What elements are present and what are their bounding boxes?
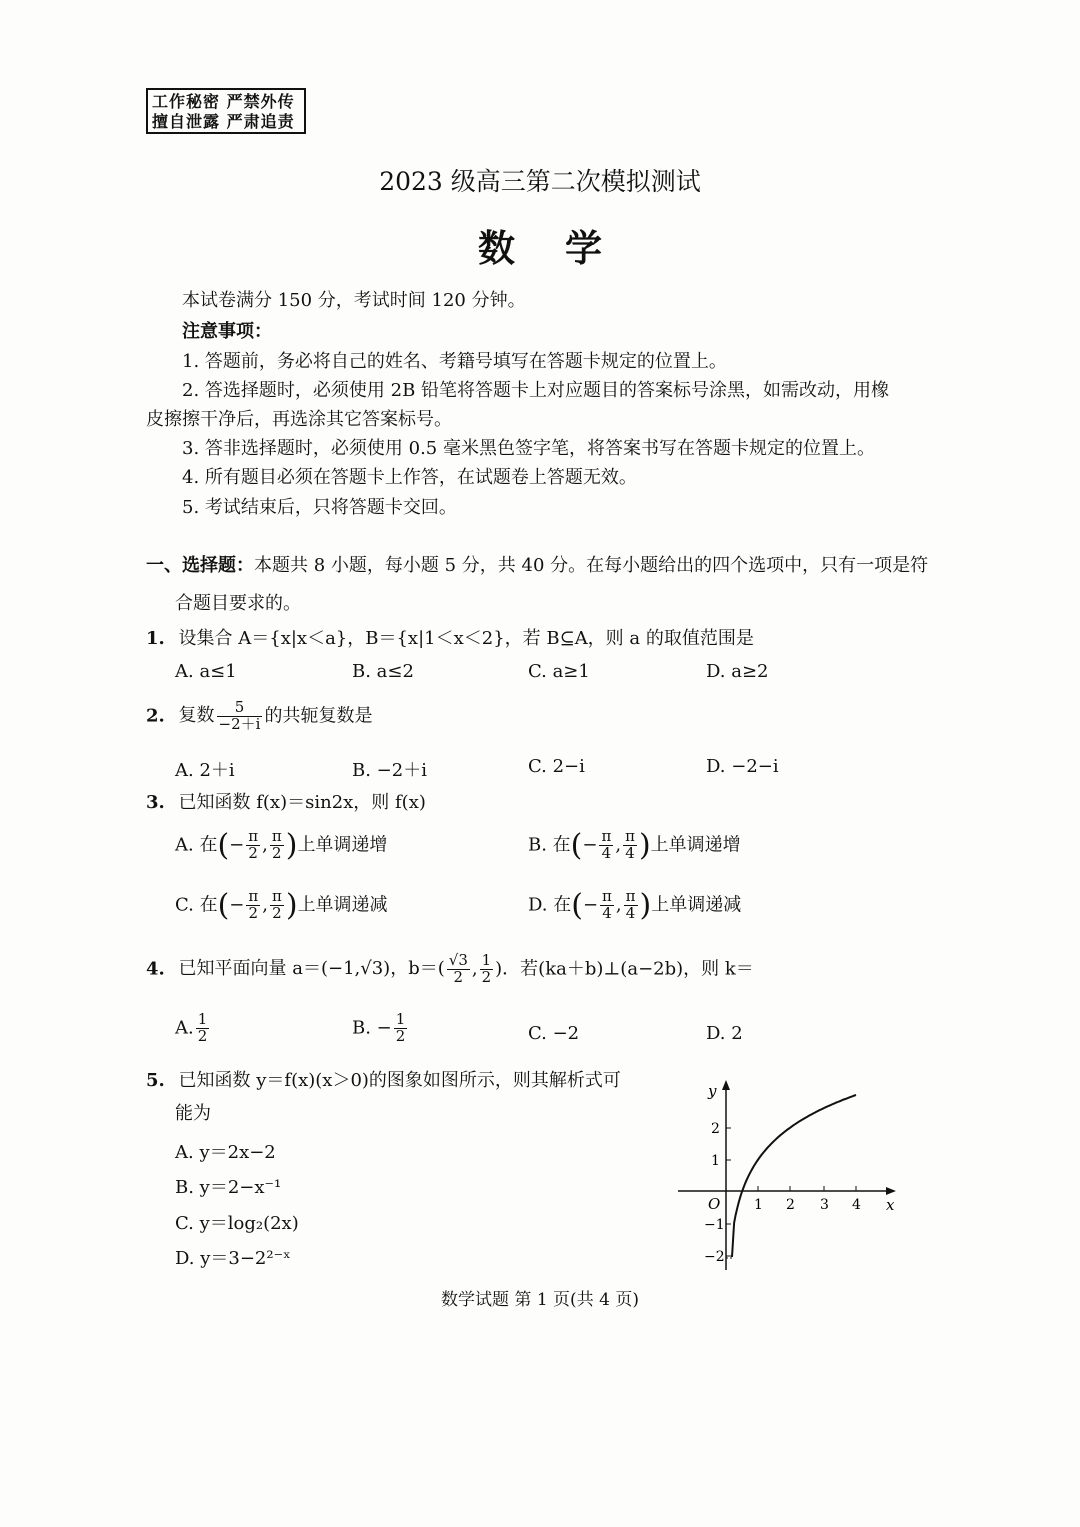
section-1-header <box>146 554 928 578</box>
q3-option-a: A. 在(− $\frac{\pi}{2}$ , $\frac{\pi}{2}$ )上单调递增 <box>175 827 388 863</box>
option-label: D. 在 <box>528 894 572 916</box>
fraction-denominator: 2 <box>481 967 492 986</box>
notice-2: 2. 答选择题时，必须使用 2B 铅笔将答题卡上对应题目的答案标号涂黑，如需改动，用橡 <box>182 380 890 401</box>
y-tick-label: 2 <box>711 1121 720 1137</box>
question-number: 1. <box>146 628 165 649</box>
fraction-denominator: 2 <box>272 904 282 922</box>
fraction <box>599 829 613 862</box>
fraction-numerator: √3 <box>448 951 468 969</box>
question-5 <box>146 1069 621 1093</box>
question-2 <box>146 700 372 733</box>
q5-option-c: C. y＝log₂(2x) <box>175 1213 299 1234</box>
fraction-denominator: 4 <box>601 844 612 862</box>
section-1-heading: 一、选择题： <box>146 555 254 576</box>
fraction-numerator: 1 <box>481 951 492 969</box>
question-number: 2. <box>146 705 165 727</box>
notice-4: 4. 所有题目必须在答题卡上作答，在试题卷上答题无效。 <box>182 467 637 488</box>
q2-option-b: B. −2＋i <box>352 760 427 781</box>
notice-3: 3. 答非选择题时，必须使用 0.5 毫米黑色签字笔，将答案书写在答题卡规定的位置上。 <box>182 438 875 459</box>
fraction-numerator: π <box>271 887 282 906</box>
fraction-denominator: −2＋i <box>218 714 261 733</box>
fraction <box>270 829 284 862</box>
fraction <box>600 889 614 922</box>
fraction-numerator: 1 <box>395 1010 406 1028</box>
function-graph <box>670 1070 910 1280</box>
q1-option-b: B. a≤2 <box>352 661 414 682</box>
fraction-numerator: π <box>601 827 612 846</box>
q5-option-a: A. y＝2x−2 <box>175 1142 276 1163</box>
x-tick-label: 2 <box>786 1197 795 1213</box>
exam-title: 2023 级高三第二次模拟测试 <box>379 167 701 196</box>
fraction <box>270 889 284 922</box>
q1-option-d: D. a≥2 <box>706 661 769 682</box>
question-number: 3. <box>146 792 165 813</box>
question-1 <box>146 627 754 651</box>
fraction-numerator: π <box>625 827 635 846</box>
option-suffix: 上单调递减 <box>651 894 742 916</box>
q4-option-d: D. 2 <box>706 1023 743 1044</box>
confidential-stamp <box>146 88 306 134</box>
q5-option-b: B. y＝2−x⁻¹ <box>175 1177 282 1198</box>
option-label: A. 在 <box>175 834 218 856</box>
fraction-denominator: 2 <box>272 844 282 862</box>
fraction-denominator: 4 <box>602 904 612 922</box>
origin-label: O <box>708 1195 721 1213</box>
function-curve <box>732 1095 856 1257</box>
x-tick-label: 4 <box>852 1197 861 1213</box>
notice-2-cont: 皮擦擦干净后，再选涂其它答案标号。 <box>146 409 452 430</box>
question-3 <box>146 791 426 815</box>
fraction-denominator: 2 <box>248 904 259 922</box>
stamp-line-1: 工作秘密 严禁外传 <box>152 92 295 111</box>
fraction-numerator: π <box>625 887 636 906</box>
q2-option-a: A. 2＋i <box>175 760 235 781</box>
y-tick-label: 1 <box>711 1153 720 1169</box>
question-stem: 已知函数 y＝f(x)(x＞0)的图象如图所示，则其解析式可 <box>178 1070 621 1091</box>
q2-option-c: C. 2−i <box>528 756 585 777</box>
q2-option-d: D. −2−i <box>706 756 779 777</box>
fraction <box>623 829 637 862</box>
question-stem-post: )．若(ka＋b)⊥(a−2b)，则 k＝ <box>495 958 754 980</box>
fraction <box>480 953 494 986</box>
y-tick-label: −2 <box>704 1249 725 1265</box>
page-footer: 数学试题 第 1 页(共 4 页) <box>441 1290 639 1310</box>
q4-option-a <box>175 1012 211 1045</box>
y-axis-label: y <box>708 1082 717 1100</box>
fraction-denominator: 4 <box>625 844 635 862</box>
x-tick-label: 3 <box>820 1197 829 1213</box>
fraction-denominator: 2 <box>197 1026 208 1045</box>
notice-heading: 注意事项： <box>182 321 272 342</box>
option-label: B. − <box>352 1017 392 1039</box>
question-stem-post: 的共轭复数是 <box>264 705 373 727</box>
x-axis-label: x <box>886 1196 895 1214</box>
fraction-numerator: π <box>248 827 259 846</box>
fraction-numerator: 1 <box>197 1010 208 1028</box>
question-5-stem-cont: 能为 <box>175 1103 211 1124</box>
option-suffix: 上单调递增 <box>297 834 388 856</box>
fraction <box>246 829 260 862</box>
q5-option-d: D. y＝3−2²⁻ˣ <box>175 1248 291 1269</box>
question-number: 5. <box>146 1070 165 1091</box>
question-stem: 已知函数 f(x)＝sin2x，则 f(x) <box>178 792 426 813</box>
x-axis-arrow-icon <box>886 1187 896 1195</box>
section-1-desc-cont: 合题目要求的。 <box>175 593 301 614</box>
option-suffix: 上单调递增 <box>650 834 741 856</box>
fraction <box>394 1012 408 1045</box>
fraction <box>624 889 638 922</box>
stamp-line-2: 擅自泄露 严肃追责 <box>152 112 295 131</box>
q4-option-b <box>352 1012 409 1045</box>
question-stem-pre: 复数 <box>178 705 215 727</box>
option-label: C. 在 <box>175 894 218 916</box>
subject-title: 数学 <box>478 226 652 270</box>
question-stem: 设集合 A＝{x|x＜a}，B＝{x|1＜x＜2}，若 B⊆A，则 a 的取值范围是 <box>178 628 754 649</box>
fraction-denominator: 2 <box>395 1026 406 1045</box>
fraction <box>447 953 470 986</box>
q1-option-a: A. a≤1 <box>175 661 237 682</box>
fraction-numerator: π <box>248 887 259 906</box>
question-4: 4. 已知平面向量 a＝(−1,√3)，b＝( $\frac{√3}{2}$ , $\frac{1}{2}$ )．若(ka＋b)⊥(a−2b)，则 k＝ <box>146 951 754 986</box>
x-tick-label: 1 <box>754 1197 763 1213</box>
q3-option-c: C. 在(− $\frac{\pi}{2}$ , $\frac{\pi}{2}$ )上单调递减 <box>175 887 388 923</box>
y-axis-arrow-icon <box>722 1080 730 1090</box>
fraction <box>196 1012 210 1045</box>
y-tick-label: −1 <box>704 1217 725 1233</box>
option-label: A. <box>175 1017 194 1039</box>
option-label: B. 在 <box>528 834 571 856</box>
option-suffix: 上单调递减 <box>297 894 388 916</box>
q3-option-b: B. 在(− $\frac{\pi}{4}$ , $\frac{\pi}{4}$ )上单调递增 <box>528 827 741 863</box>
notice-5: 5. 考试结束后，只将答题卡交回。 <box>182 497 457 518</box>
q3-option-d: D. 在(− $\frac{\pi}{4}$ , $\frac{\pi}{4}$ )上单调递减 <box>528 887 742 923</box>
fraction-numerator: π <box>271 827 282 846</box>
q1-option-c: C. a≥1 <box>528 661 590 682</box>
fraction-numerator: π <box>602 887 612 906</box>
fraction <box>246 889 260 922</box>
q4-option-c: C. −2 <box>528 1023 580 1044</box>
section-1-desc: 本题共 8 小题，每小题 5 分，共 40 分。在每小题给出的四个选项中，只有一项是符 <box>254 555 929 576</box>
notice-1: 1. 答题前，务必将自己的姓名、考籍号填写在答题卡规定的位置上。 <box>182 351 727 372</box>
question-number: 4. <box>146 958 165 980</box>
intro-text: 本试卷满分 150 分，考试时间 120 分钟。 <box>182 290 526 311</box>
fraction <box>217 700 263 733</box>
fraction-denominator: 2 <box>248 844 258 862</box>
question-stem-pre: 已知平面向量 a＝(−1,√3)，b＝( <box>178 958 445 980</box>
fraction-denominator: 2 <box>453 967 464 986</box>
fraction-numerator: 5 <box>217 700 263 717</box>
fraction-denominator: 4 <box>625 904 636 922</box>
